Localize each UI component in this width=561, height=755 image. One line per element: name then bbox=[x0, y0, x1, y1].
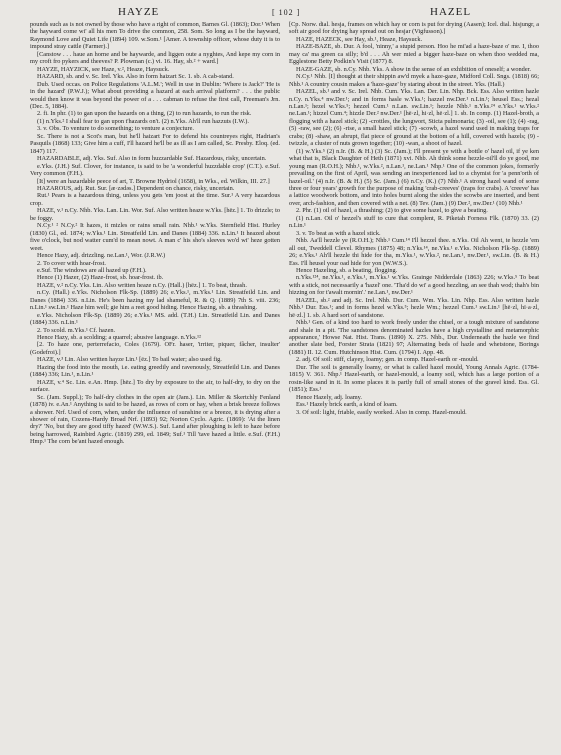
entry-paragraph: Hence (1) Hazer, (2) Haze-frost, sb. hoar-frost. ib. bbox=[37, 274, 164, 282]
left-column bbox=[30, 21, 280, 749]
entry-paragraph: Sc. There is not a Scot's man, but he'll haizart For to defend his countreyes right, Hadrian's Pasquils (1868) 133; Give him a cuff, I'll hazard he'll be as ill as I am called, Sc. Presby. Eloq. (ed. 1847) 117. bbox=[30, 132, 280, 155]
entry-paragraph: HAZE, HAZECK, see Hay, sb.¹, Heaze, Haysuck. bbox=[296, 35, 423, 43]
header-right-headword: HAZEL bbox=[430, 6, 472, 18]
entry-paragraph: HAZEL, sb.² and adj. Sc. Irel. Nhb. Dur. Cum. Wm. Yks. Lin. Nhp. Ess. Also written hazle Nhb.¹ Dur. Ess.¹; and in forms hezel w.Yks.⁵; hezle Wm.; hezzel Cum.¹ sw.Lin.¹ [hē·zl, hī·a·zl, hē·zl.] 1. sb. A hard sort of sandstone. bbox=[289, 296, 539, 319]
entry-paragraph: HAZARD, sb. and v. Sc. Irel. Yks. Also in form haizart Sc. 1. sb. A cab-stand. bbox=[37, 73, 234, 81]
entry-paragraph: (1) n.Yks.² I shall fear to gan upon t'hazards on't. (2) n.Yks. Ah'll run hazzuts (I.W.). bbox=[37, 117, 249, 125]
entry-paragraph: [2. To haze one, perterrefacio, Coles (1679). OFr. haser, 'irriter, piquer, fâcher, insulter' (Godefroi).] bbox=[30, 341, 280, 356]
entry-paragraph: HAZE-BAZE, sb. Dur. A fool, 'ninny,' a stupid person. Hoo he mi'ad a haze-baze o' me. I, thoo may ca' ma green ca silly; b'd . . . Ah wer mied a bigger haze-baze on when thoo wedded ma, Egglestone Betty Podkin's Visit (1877) 8. bbox=[289, 43, 539, 66]
entry-paragraph: HAYZE, HAYZICK, see Haze, v.², Heaze, Haysuck. bbox=[37, 65, 170, 73]
entry-paragraph: Dub. Used occas. on Police Regulations 'A.L.M.'; Well in use in Dublin: 'Where is Jack?' 'He is in the hazard' (P.W.J.); What about providing a hazard at each arrival platform? . . . the public would then know it was beyond the power of a . . . cabman to refuse the first call, Freeman's Jrn. (Dec. 5, 1884). bbox=[30, 80, 280, 110]
entry-paragraph: Rut.¹ Pears is a hazardous thing, unless you gets 'em joost at the time. Sur.¹ A very hazardous crop. bbox=[30, 192, 280, 207]
header-left-headword: HAYZE bbox=[118, 6, 160, 18]
entry-paragraph: 3. v. To beat as with a hazel stick. bbox=[296, 229, 381, 237]
right-column bbox=[289, 21, 539, 749]
entry-paragraph: [Cp. Norw. dial. hesja, frames on which hay or corn is put for drying (Aasen); Icel. dial. hisjungr, a soft air good for drying hay spread out on hesjar (Vigfusson).] bbox=[289, 21, 539, 36]
entry-paragraph: e.Yks. Nicholson Flk-Sp. (1889) 26; e.Yks.¹ MS. add. (T.H.) Lin. Streatfeild Lin. and Danes (1884) 336. n.Lin.¹ bbox=[30, 311, 280, 327]
entry-paragraph: Hence Hazeling, sb. a beating, flogging. bbox=[296, 266, 398, 274]
entry-paragraph: Ess.¹ Hazely brick earth, a kind of loam. bbox=[296, 401, 398, 409]
entry-paragraph: 3. v. Obs. To venture to do something; to venture a conjecture. bbox=[37, 125, 194, 133]
entry-paragraph: HAZE, v.² n.Cy. Yks. Lin. Also written heaze n.Cy. (Hall.) [hēz.] 1. To beat, thrash. bbox=[37, 281, 247, 289]
entry-paragraph: HAZE, v.³ Lin. Also written hayze Lin.¹ [ēz.] To bail water; also used fig. bbox=[37, 356, 222, 364]
entry-paragraph: 3. Of soil: light, friable, easily worked. Also in comp. Hazel-mould. bbox=[296, 408, 467, 416]
entry-paragraph: Hence Hazy, sb. a scolding; a quarrel; abusive language. n.Yks.¹² bbox=[37, 334, 201, 342]
entry-paragraph: Hence Hazely, adj. loamy. bbox=[296, 393, 362, 401]
entry-paragraph: Nhb.¹ Gen. of a kind too hard to work freely under the chisel, or a tough mixture of sandstone and shale in a pit. 'The sandstones denominated hazles have a high crystalline and metamorphic appearance,' Howse Nat. Hist. Trans. (1890) X. 275. Nhb., Dur. Underneath the hazle we find another slate bed, Forster Strata (1821) 97; Alternating beds of hazle and whetstone, Borings (1881) II. 12. Cum. Hutchinson Hist. Cum. (1794) I. App. 48. bbox=[289, 319, 539, 356]
entry-paragraph: e.Yks. (J.H.) Suf. Clover, for instance, is said to be 'a wonderful huzzdable crop' (C.T.). e.Suf. Very common (F.H.). bbox=[30, 162, 280, 178]
entry-paragraph: 2. adj. Of soil: stiff, clayey, loamy; gen. in comp. Hazel-earth or -mould. bbox=[296, 356, 479, 364]
entry-paragraph: HAZEL, sb.¹ and v. Sc. Irel. Nhb. Cum. Yks. Lan. Der. Lin. Nhp. Bck. Ess. Also written hazle n.Cy. n.Yks.⁴ nw.Der.¹; and in forms hasle w.Yks.¹; hazzel nw.Der.¹ n.Lin.¹; heusel Ess.; hezal n.Lan.¹; hezel w.Yks.⁵; hezzel Cum.¹ n.Lan. sw.Lin.¹; hezzle Nhb.¹ n.Yks.²⁴ e.Yks.¹ w.Yks.² ne.Lan.¹; hizzel Cum.⁴; hizzle Der.² nw.Der.¹ [hē·zl, hi·zl, hē·zl.] 1. sb. In comp. (1) Hazel-broth, a flogging with a hazel stick; (2) -crottles, the lungwort, Sticta pulmonaria; (3) -oil, see (1); (4) -rag, (5) -raw, see (2); (6) -rise, a small hazel stick; (7) -scowb, a hazel wand used in making traps for crabs; (8) -shaw, an abrupt, flat piece of ground at the bottom of a hill, covered with hazels; (9) -twizzle, a cluster of nuts grown together; (10) -wan, a shoot of hazel. bbox=[289, 88, 539, 148]
entry-paragraph: n.Cy. (Hall.) e.Yks. Nicholson Flk-Sp. (1889) 26; e.Yks.¹, m.Yks.¹ Lin. Streatfeild Lin. and Danes (1884) 336. n.Lin. He's been hazing my lad shameful, R. & Q. (1889) 7th S. viii. 236; n.Lin.¹ sw.Lin.¹ Haze him well; gie him a reet good hiding. Hence Hazing, sb. a thrashing. bbox=[30, 289, 280, 312]
entry-paragraph: HAZAROUS, adj. Rut. Sur. [æ·zədəs.] Dependent on chance, risky, uncertain. bbox=[37, 184, 235, 192]
entry-paragraph: HAZE, v.¹ n.Cy. Nhb. Yks. Lan. Lin. Wor. Suf. Also written heaze w.Yks. [hēz.] 1. To drizzle; to be foggy. bbox=[30, 207, 280, 222]
entry-paragraph: (1) n.Lan. Oil o' hezzel's stuff to cure that complent, R. Piketah Forness Flk. (1870) 33. (2) n.Lin.¹ bbox=[289, 214, 539, 230]
entry-paragraph: [It] were an hazardable peece of art, T. Browne Hydriol (1658), in Wks., ed. Wilkin, III. 27.] bbox=[37, 177, 270, 185]
entry-paragraph: HAZE-GAZE, sb. n.Cy. Nhb. Yks. A show in the sense of an exhibition of oneself; a wonder. bbox=[296, 65, 531, 73]
entry-paragraph: N.Cy.¹ Nhb. [I] thought at their shippin aw'd myek a haze-gaze, Midford Coll. Sngs. (1818) 66; Nhb.¹ A country cousin makes a 'haze-gaze' by staring about in the street. Yks. (Hall.) bbox=[289, 73, 539, 88]
entry-paragraph: Dur. The soil is generally loamy, or what is called hazel mould, Young Annals Agric. (1784-1815) V. 361. Nhp.¹ Hazel-earth, or hazel-mould, a loamy soil, which has a large portion of a rosin-like sand in it. In some places it is partly full of small stones of the gravel kind. Ess. Gl. (1851); Ess.¹ bbox=[289, 363, 539, 394]
entry-paragraph: Hence Hazy, adj. drizzling. ne.Lan.¹, Wor. (J.R.W.) bbox=[37, 252, 166, 260]
entry-paragraph: Hazing the food into the mouth, i.e. eating greedily and ravenously, Streatfeild Lin. and Danes (1884) 336; Lin.¹, n.Lin.¹ bbox=[30, 363, 280, 379]
entry-paragraph: [Canstow . . . haue an horne and be haywarde, and liggen oute a nyghtes, And kepe my corn in my croft fro pykers and theeves? P. Plowman (c.) vi. 16. Hay, sb.² + ward.] bbox=[30, 50, 280, 66]
entry-paragraph: 2. fi. In phr. (1) to gan upon the hazards on a thing, (2) to run hazards, to run the risk. bbox=[37, 110, 252, 118]
page-number: [ 102 ] bbox=[272, 8, 301, 17]
entry-paragraph: 2. To cover with hoar-frost. bbox=[37, 259, 106, 267]
running-header bbox=[0, 6, 561, 20]
entry-paragraph: (1) w.Yks.⁵ (2) n.Ir. (B. & H.) (3) Sc. (Jam.); I'll present ye with a bottle o' hazel oil, if ye ken what that is, Black Daughter of Heth (1871) xvi. Nhb. Ah think some hezzle-oil'll do ye good, me young man (R.O.H.); Nhb.¹, w.Yks.², n.Lan.¹, ne.Lan.¹ Nhp.¹ One of the common jokes, formerly prevailing on the first of April, was sending an inexperienced lad to a chymist for 'a penn'orth of hazel-oil.' (4) n.Ir. (B. & H.) (5) Sc. (Jam.) (6) n.Cy. (K.) (7) Nhb.¹ A strong hazel wand of some three or four years' growth for the purpose of making 'crab-creeves' (traps for crabs). A 'creeve' has a lattice woodwork bottom, and into holes burnt along the sides the scowbs are inserted, and bent over, arch-fashion, and then covered with a net. (8) Tev. (Jam.) (9) Der.², nw.Der.¹ (10) Nhb.¹ bbox=[289, 147, 539, 207]
entry-paragraph: HAZE, v.⁴ Sc. Lin. e.An. Hmp. [hēz.] To dry by exposure to the air, to half-dry, to dry on the surface. bbox=[30, 378, 280, 394]
entry-paragraph: Nhb. Aa'll hezzle ye (R.O.H.); Nhb.¹ Cum.¹⁴ I'll hezzel thee. n.Yks. Oil Ah went, te hezzle 'em all out, Tweddell Clevel. Rhymes (1875) 48; n.Yks.¹⁴, ne.Yks.¹ e.Yks. Nicholson Flk-Sp. (1889) 26; e.Yks.¹ Ah'll hezzle thi hide for tha, m.Yks.¹, w.Yks.², ne.Lan.¹, nw.Der.¹, sw.Lin. (B. & H.) Ess. I'll heusel your oad hide for yon (W.W.S.). bbox=[289, 237, 539, 267]
entry-paragraph: pounds such as is not owned by those who have a right of common, Barnes Gl. (1863); Dor.¹ When the hayward come wi' all his men To drive the common, 258. Som. So long as I be the hayward, Raymond Love and Quiet Life (1894) 109. w.Som.¹ [Amer. A township officer, whose duty it is to impound stray cattle (Farmer).] bbox=[30, 21, 280, 51]
entry-paragraph: n.Yks.¹²⁴, ne.Yks.¹, e.Yks.¹, m.Yks.¹ w.Yks. Grainge Nidderdale (1863) 226; w.Yks.⁵ To beat with a stick, not necessarily a 'hazel' one. 'Tha'd do wi' a good hezzling, an see thah wod; thah's bin hizzing on for t'awalt mornin'.' ne.Lan.¹, nw.Der.¹ bbox=[289, 274, 539, 297]
entry-paragraph: Sc. (Jam. Suppl.); To half-dry clothes in the open air (Jam.). Lin. Miller & Skertchly Fenland (1878) iv. e.An.¹ Anything is said to be hazed, as rows of corn or hay, when a brisk breeze follows a shower. Nrf. Used of corn, when, under the influence of sunshine or a breeze, it is drying after a shower of rain, Cozens-Hardy Broad Nrf. (1893) 92; Norton Cyclo. Agric. (1869): 'At the linen dry?' 'No, but they are good tiffy hazed' (W.W.S.). Suf. Land after ploughing is left to haze before being harrowed, Rainbird Agric. (1819) 299, ed. 1849; Suf.¹ Till 'tave hazed a little. e.Suf. (F.H.) Hmp.¹ The corn be'ant hazed enough. bbox=[30, 393, 280, 446]
entry-paragraph: 2. Phr. (1) oil of hazel, a thrashing; (2) to give some hazel, to give a beating. bbox=[296, 207, 488, 215]
entry-paragraph: HAZARDABLE, adj. Yks. Suf. Also in form huzzardable Suf. Hazardous, risky, uncertain. bbox=[37, 155, 267, 163]
entry-paragraph: 2. To scold. m.Yks.¹ Cf. hazen. bbox=[37, 326, 116, 334]
entry-paragraph: e.Suf. The windows are all hazed up (F.H.). bbox=[37, 266, 147, 274]
entry-paragraph: N.Cy.¹ ² N.Cy.² It hazes, it mizles or rains small rain. Nhb.¹ w.Yks. Sternfield Hist. Hurley (1830) Gl., ed. 1874; w.Yks.¹ Lin. Streatfeild Lin. and Danes (1884) 336. n.Lin.¹ It heazed about five o'clock, but nod watter cum'd to mean nowt. A man c' his sho's sleeves wo'd wi' heze gotten weet. bbox=[30, 222, 280, 252]
